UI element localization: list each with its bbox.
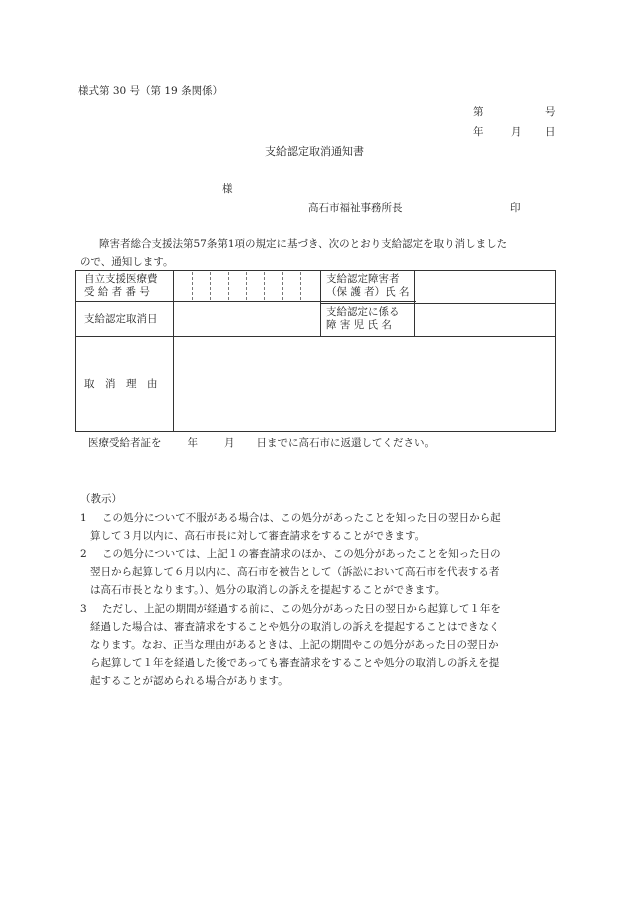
instruction-item: 2 この処分については、上記１の審査請求のほか、この処分があったことを知った日の 翌日から起算して６月以内に、高石市を被告として（訴訟において高石市を代表する者 は高石市長となります。）、処分の取消しの訴えを提起することができます。 [80, 548, 501, 596]
return-notice: 医療受給者証を 年 月 日までに高石市に返還してください。 [88, 437, 435, 449]
addressee-suffix: 様 [222, 183, 233, 195]
cancellation-reason-field[interactable] [174, 337, 555, 431]
recipient-number-label: 自立支援医療費 受 給 者 番 号 [84, 273, 158, 298]
cancellation-form-table [75, 270, 556, 432]
date-month-label: 月 [511, 126, 522, 138]
cancellation-date-field[interactable] [174, 302, 320, 336]
doc-number-prefix: 第 [473, 106, 484, 118]
certified-person-name-label: 支給認定障害者 （保 護 者）氏 名 [326, 273, 410, 298]
form-reference: 様式第 30 号（第 19 条関係） [78, 85, 224, 97]
issuer-name: 高石市福祉事務所長 [308, 202, 403, 214]
cancellation-reason-label: 取 消 理 由 [84, 378, 158, 390]
instruction-item: 3 ただし、上記の期間が経過する前に、この処分があった日の翌日から起算して１年を 経過した場合は、審査請求をすることや処分の取消しの訴えを提起することはできなく なります。なお、正当な理由があるときは、上記の期間やこの処分があった日の翌日か ら起算して１年を経過した後であっても審査請求をすることや処分の取消しの訴えを提 起することが認められる場合があります。 [80, 603, 501, 687]
intro-line-1: 障害者総合支援法第57条第1項の規定に基づき、次のとおり支給認定を取り消しました [99, 238, 508, 250]
intro-line-2: ので、通知します。 [80, 256, 174, 268]
instruction-heading: （教示） [80, 493, 122, 505]
seal-mark: 印 [510, 202, 521, 214]
instruction-item: 1 この処分について不服がある場合は、この処分があったことを知った日の翌日から起 算して３月以内に、高石市長に対して審査請求をすることができます。 [80, 512, 501, 542]
date-year-label: 年 [473, 126, 484, 138]
certified-person-name-field[interactable] [416, 272, 555, 301]
child-name-field[interactable] [416, 304, 555, 336]
date-day-label: 日 [545, 126, 556, 138]
child-name-label: 支給認定に係る 障 害 児 氏 名 [326, 306, 400, 331]
doc-number-suffix: 号 [545, 106, 556, 118]
document-title: 支給認定取消通知書 [265, 145, 364, 158]
recipient-number-field[interactable] [174, 272, 320, 301]
cancellation-date-label: 支給認定取消日 [84, 313, 158, 325]
